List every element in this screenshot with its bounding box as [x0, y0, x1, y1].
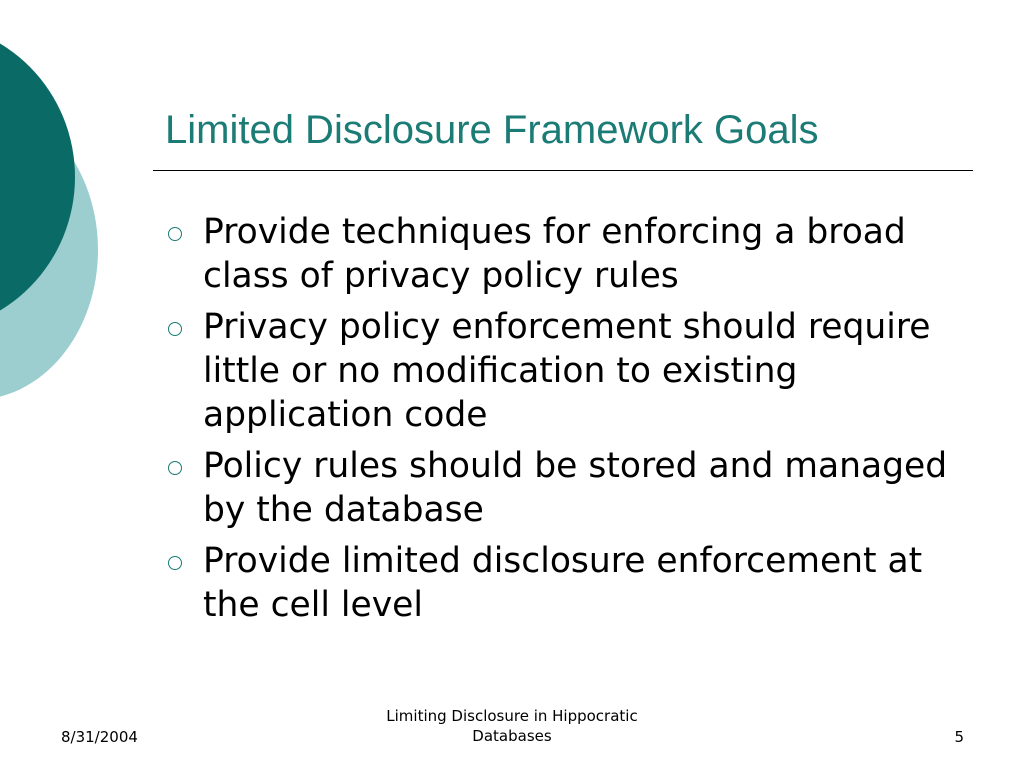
footer-title [352, 706, 672, 746]
bullet-item [160, 210, 950, 298]
bullet-text: Policy rules should be stored and managed by the database [203, 446, 948, 530]
page-number: 5 [954, 728, 964, 746]
slide-title: Limited Disclosure Framework Goals [165, 108, 819, 152]
hollow-circle-icon [168, 322, 182, 336]
title-divider [153, 170, 973, 171]
bullet-item [160, 539, 950, 627]
footer-title-line: Limiting Disclosure in Hippocratic [386, 707, 638, 725]
bullet-item [160, 444, 950, 532]
hollow-circle-icon [168, 461, 182, 475]
bullet-list [160, 210, 950, 634]
bullet-item [160, 305, 950, 437]
footer-title-line: Databases [472, 727, 552, 745]
bullet-text: Provide techniques for enforcing a broad class of privacy policy rules [203, 212, 906, 296]
bullet-text: Privacy policy enforcement should require little or no modification to existing application code [203, 307, 931, 435]
footer-date: 8/31/2004 [61, 728, 138, 746]
hollow-circle-icon [168, 227, 182, 241]
hollow-circle-icon [168, 556, 182, 570]
bullet-text: Provide limited disclosure enforcement at the cell level [203, 541, 923, 625]
